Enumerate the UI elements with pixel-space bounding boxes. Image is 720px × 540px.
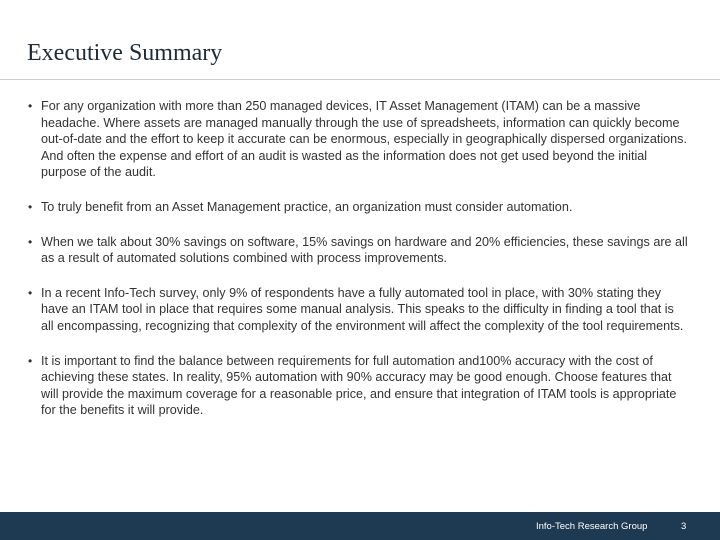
bullet-marker: • <box>28 234 33 249</box>
bullet-text: For any organization with more than 250 managed devices, IT Asset Management (ITAM) can be a massive headache. Where assets are managed manually through the use of spreadsheets, information can quickly become out-of-date and the effort to keep it accurate can be enormous, especially in geographically dispersed organizations. And often the expense and effort of an audit is wasted as the information does not get used beyond the initial purpose of the audit. <box>41 99 687 180</box>
bullet-item <box>28 353 688 419</box>
bullet-marker: • <box>28 285 33 300</box>
bullet-text: It is important to find the balance between requirements for full automation and100% accuracy with the cost of achieving these states. In reality, 95% automation with 90% accuracy may be good enough. Choose features that will provide the maximum coverage for a reasonable price, and ensure that integration of ITAM tools is appropriate for the benefits it will provide. <box>41 353 677 418</box>
bullet-marker: • <box>28 353 33 368</box>
bullet-text: In a recent Info-Tech survey, only 9% of respondents have a fully automated tool in place, with 30% stating they have an ITAM tool in place that requires some manual analysis. This speaks to the difficulty in finding a tool that is all encompassing, recognizing that complexity of the environment will affect the complexity of the tool requirements. <box>41 285 684 333</box>
bullet-item <box>28 285 688 335</box>
title-divider <box>0 79 720 80</box>
footer-organization: Info-Tech Research Group <box>536 521 648 532</box>
bullet-item <box>28 234 688 267</box>
bullet-marker: • <box>28 199 33 214</box>
bullet-item <box>28 98 688 181</box>
bullet-text: To truly benefit from an Asset Management practice, an organization must consider automation. <box>41 199 573 214</box>
page-number: 3 <box>681 521 687 532</box>
bullet-item <box>28 199 688 216</box>
bullet-text: When we talk about 30% savings on software, 15% savings on hardware and 20% efficiencies, these savings are all as a result of automated solutions combined with process improvements. <box>41 234 688 266</box>
slide-title: Executive Summary <box>27 40 223 66</box>
bullet-list <box>28 98 688 437</box>
bullet-marker: • <box>28 99 33 113</box>
